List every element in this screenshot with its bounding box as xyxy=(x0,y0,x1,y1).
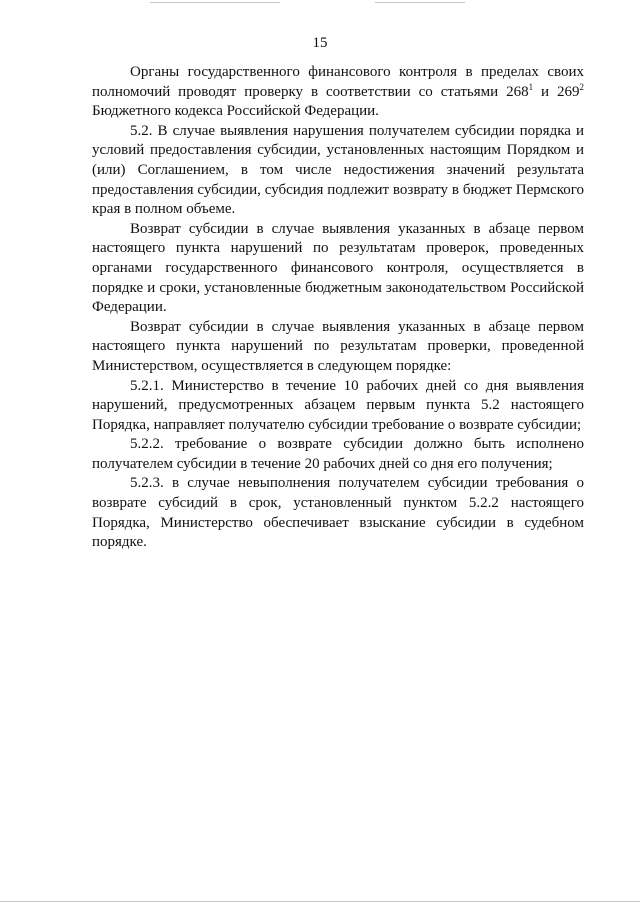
paragraph-5-2-1: 5.2.1. Министерство в течение 10 рабочих дней со дня выявления нарушений, предусмотренных абзацем первым пункта 5.2 настоящего Порядка, направляет получателю субсидии требование о возврате субсидии; xyxy=(92,377,584,433)
superscript-1: 1 xyxy=(528,81,534,92)
paragraph-text: Органы государственного финансового контроля в пределах своих полномочий проводят проверку в соответствии со статьями 268 xyxy=(92,64,584,100)
paragraph-return-ministry-checks: Возврат субсидии в случае выявления указанных в абзаце первом настоящего пункта нарушений по результатам проверки, проведенной Министерством, осуществляется в следующем порядке: xyxy=(92,318,584,374)
paragraph-text: и 269 xyxy=(533,83,580,100)
paragraph-5-2-2: 5.2.2. требование о возврате субсидии должно быть исполнено получателем субсидии в течение 20 рабочих дней со дня его получения; xyxy=(92,436,584,472)
paragraph-text: Бюджетного кодекса Российской Федерации. xyxy=(92,103,379,120)
page-number: 15 xyxy=(312,35,328,51)
document-body xyxy=(92,63,584,553)
superscript-2: 2 xyxy=(579,81,584,92)
scan-artifact-top xyxy=(150,2,280,3)
paragraph-5-2-3: 5.2.3. в случае невыполнения получателем субсидии требования о возврате субсидий в срок, установленный пунктом 5.2.2 настоящего Порядка, Министерство обеспечивает взыскание субсидии в судебном порядке. xyxy=(92,475,584,551)
paragraph-state-control xyxy=(92,63,584,122)
paragraph-return-control-checks: Возврат субсидии в случае выявления указанных в абзаце первом настоящего пункта нарушений по результатам проверок, проведенных органами государственного финансового контроля, осуществляется в порядке и сроки, установленные бюджетным законодательством Российской Федерации. xyxy=(92,220,584,316)
scan-artifact-top xyxy=(375,2,465,3)
scan-artifact-bottom xyxy=(0,901,640,902)
paragraph-5-2: 5.2. В случае выявления нарушения получателем субсидии порядка и условий предоставления субсидии, установленных настоящим Порядком и (или) Соглашением, в том числе недостижения значений результата предоставления субсидии, субсидия подлежит возврату в бюджет Пермского края в полном объеме. xyxy=(92,122,584,218)
